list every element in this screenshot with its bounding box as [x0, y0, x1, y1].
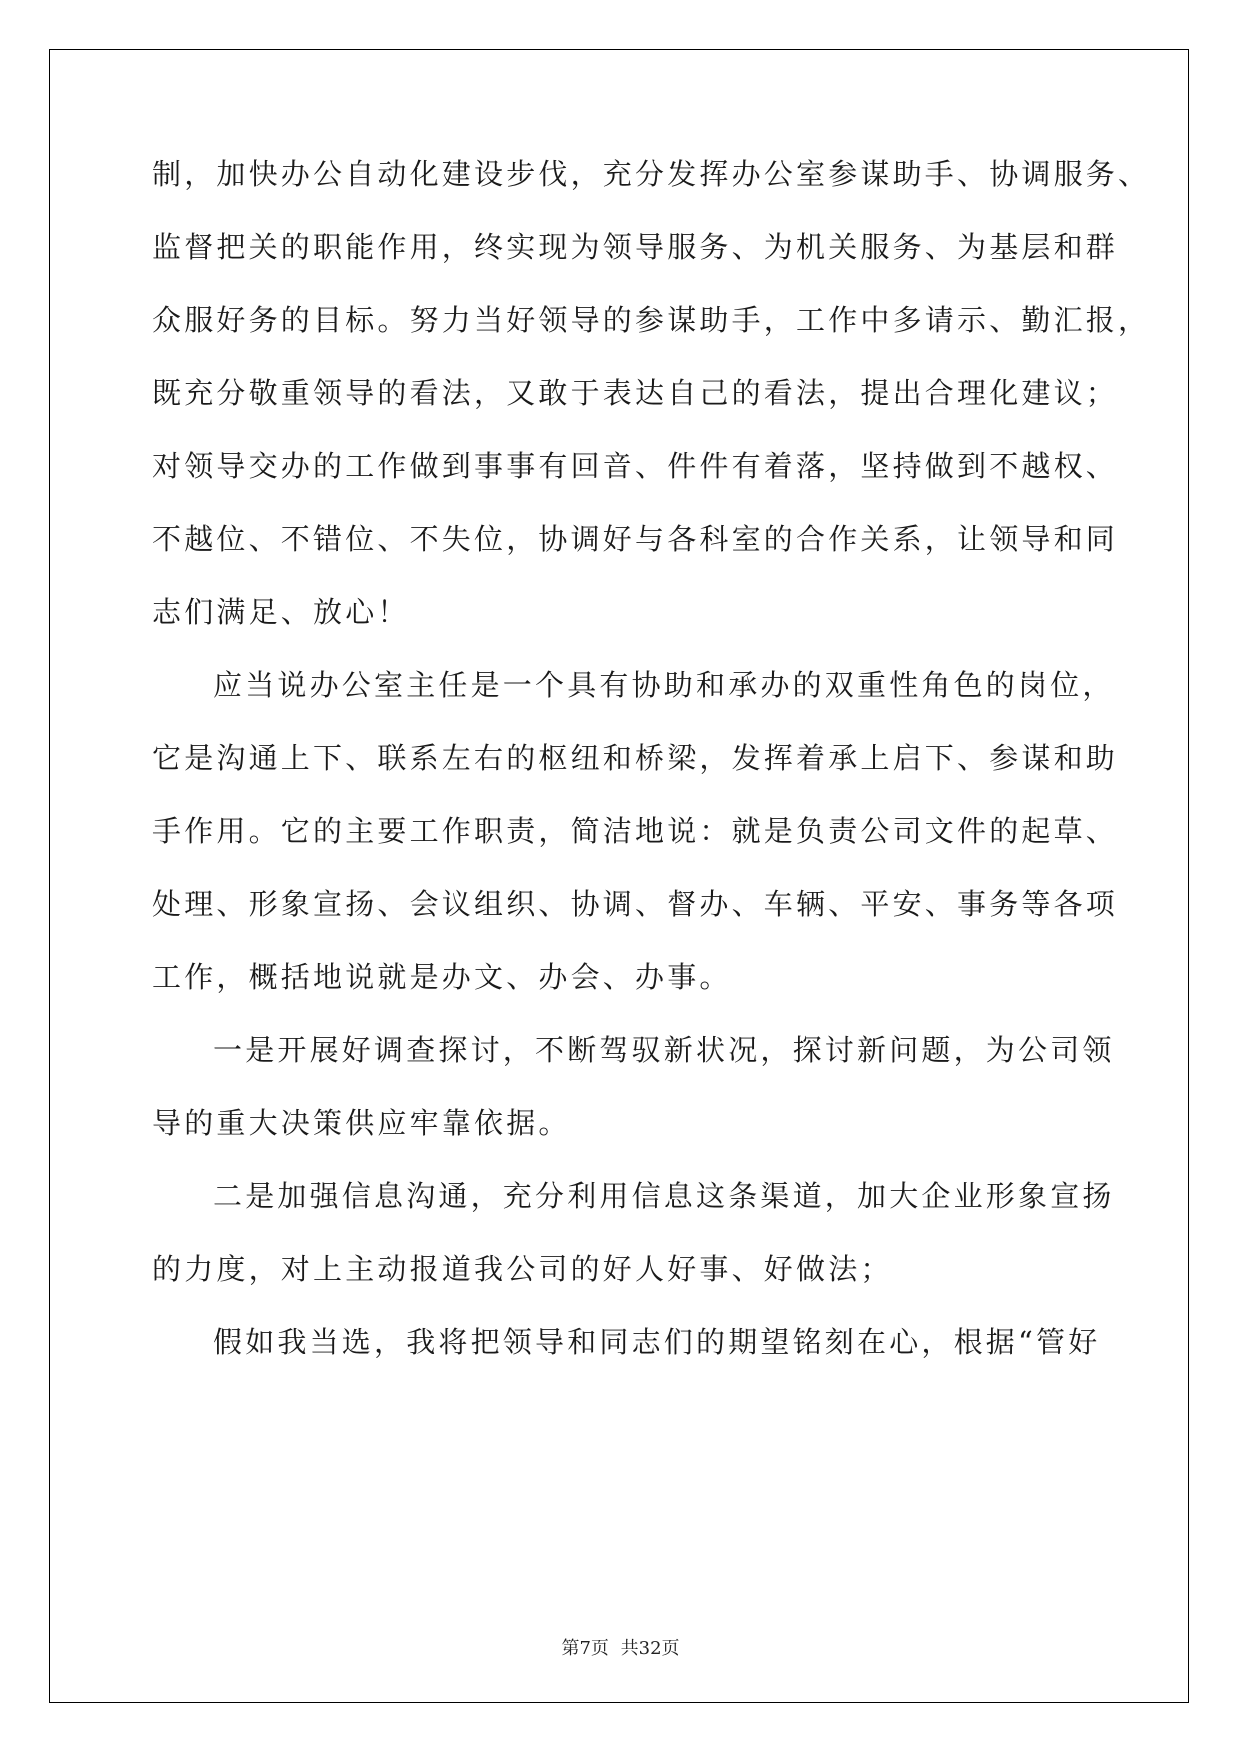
page-footer	[0, 1634, 1241, 1660]
text-line: 志们满足、放心！	[152, 595, 410, 629]
text-line: 众服好务的目标。努力当好领导的参谋助手，工作中多请示、勤汇报，	[152, 303, 1151, 337]
paragraph-start: 二是加强信息沟通，充分利用信息这条渠道，加大企业形象宣扬	[213, 1179, 1115, 1213]
page-total: 共32页	[620, 1638, 680, 1659]
text-line: 工作，概括地说就是办文、办会、办事。	[152, 960, 732, 994]
paragraph-start: 一是开展好调查探讨，不断驾驭新状况，探讨新问题，为公司领	[213, 1033, 1115, 1067]
text-line: 处理、形象宣扬、会议组织、协调、督办、车辆、平安、事务等各项	[152, 887, 1119, 921]
page-number: 第7页	[561, 1638, 609, 1659]
page-border	[49, 49, 1189, 1703]
text-line: 不越位、不错位、不失位，协调好与各科室的合作关系，让领导和同	[152, 522, 1119, 556]
text-line: 制，加快办公自动化建设步伐，充分发挥办公室参谋助手、协调服务、	[152, 157, 1151, 191]
paragraph-start: 应当说办公室主任是一个具有协助和承办的双重性角色的岗位，	[213, 668, 1115, 702]
text-line: 监督把关的职能作用，终实现为领导服务、为机关服务、为基层和群	[152, 230, 1119, 264]
text-line: 手作用。它的主要工作职责，简洁地说：就是负责公司文件的起草、	[152, 814, 1119, 848]
text-line: 它是沟通上下、联系左右的枢纽和桥梁，发挥着承上启下、参谋和助	[152, 741, 1119, 775]
text-line: 的力度，对上主动报道我公司的好人好事、好做法；	[152, 1252, 893, 1286]
text-line: 既充分敬重领导的看法，又敢于表达自己的看法，提出合理化建议；	[152, 376, 1119, 410]
text-line: 导的重大决策供应牢靠依据。	[152, 1106, 571, 1140]
paragraph-start: 假如我当选，我将把领导和同志们的期望铭刻在心，根据“管好	[213, 1325, 1101, 1359]
text-line: 对领导交办的工作做到事事有回音、件件有着落，坚持做到不越权、	[152, 449, 1119, 483]
